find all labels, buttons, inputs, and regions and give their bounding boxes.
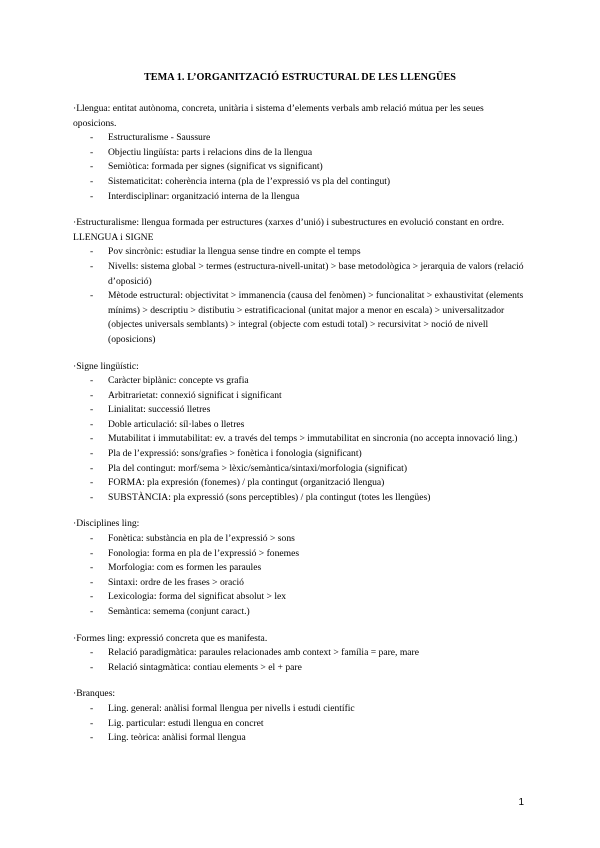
bullet-list xyxy=(73,245,528,347)
section-formes xyxy=(73,632,528,676)
list-item: - Caràcter biplànic: concepte vs grafia xyxy=(73,374,528,389)
section-heading: ·Branques: xyxy=(73,688,116,700)
list-item: - Pla del contingut: morf/sema > lèxic/semàntica/sintaxi/morfologia (significat) xyxy=(73,462,528,477)
section-heading: ·Signe lingüístic: xyxy=(73,360,139,372)
bullet-list xyxy=(73,702,528,746)
list-item: - Doble articulació: síl·labes o lletres xyxy=(73,418,528,433)
list-item: - Interdisciplinar: organització interna de la llengua xyxy=(73,190,528,205)
list-item: - Relació paradigmàtica: paraules relacionades amb context > família = pare, mare xyxy=(73,646,528,661)
section-signe-linguistic xyxy=(73,360,528,506)
bullet-list xyxy=(73,374,528,505)
list-item: - Ling. general: anàlisi formal llengua per nivells i estudi científic xyxy=(73,702,528,717)
list-item: - Estructuralisme - Saussure xyxy=(73,131,528,146)
section-heading: ·Formes ling: expressió concreta que es manifesta. xyxy=(73,632,268,644)
list-item: - Semiòtica: formada per signes (significat vs significant) xyxy=(73,160,528,175)
list-item: - Mutabilitat i immutabilitat: ev. a través del temps > immutabilitat en sincronia (no accepta innovació ling.) xyxy=(73,432,528,447)
bullet-list xyxy=(73,532,528,620)
page-number: 1 xyxy=(518,797,524,808)
section-llengua xyxy=(73,102,528,204)
list-item: - Objectiu lingüísta: parts i relacions dins de la llengua xyxy=(73,146,528,161)
list-item: - Relació sintagmàtica: contiau elements > el + pare xyxy=(73,661,528,676)
list-item: - Mètode estructural: objectivitat > immanencia (causa del fenòmen) > funcionalitat > exhaustivitat (elements mínims) > descriptiu > distibutiu > estratificacional (unitat major a menor en escala) > universalitzador (objectes universals semblants) > integral (objecte com estudi total) > recursivitat > noció de nivell (oposicions) xyxy=(73,289,528,347)
document-body xyxy=(73,102,528,758)
page-title: TEMA 1. L’ORGANITZACIÓ ESTRUCTURAL DE LES LLENGÜES xyxy=(143,72,457,83)
list-item: - Pla de l’expressió: sons/grafies > fonètica i fonologia (significant) xyxy=(73,447,528,462)
list-item: - Morfologia: com es formen les paraules xyxy=(73,561,528,576)
section-heading: ·Llengua: entitat autònoma, concreta, unitària i sistema d’elements verbals amb relació mútua per les seues oposicions. xyxy=(73,103,484,129)
list-item: - Fonètica: substància en pla de l’expressió > sons xyxy=(73,532,528,547)
bullet-list xyxy=(73,646,528,675)
list-item: - Pov sincrònic: estudiar la llengua sense tindre en compte el temps xyxy=(73,245,528,260)
list-item: - Ling. teòrica: anàlisi formal llengua xyxy=(73,731,528,746)
list-item: - Semàntica: semema (conjunt caract.) xyxy=(73,605,528,620)
list-item: - Sintaxi: ordre de les frases > oració xyxy=(73,576,528,591)
section-disciplines xyxy=(73,517,528,619)
section-heading: ·Disciplines ling: xyxy=(73,518,140,530)
list-item: - FORMA: pla expresión (fonemes) / pla contingut (organització llengua) xyxy=(73,476,528,491)
section-estructuralisme xyxy=(73,216,528,347)
list-item: - Fonologia: forma en pla de l’expressió > fonemes xyxy=(73,547,528,562)
list-item: - Nivells: sistema global > termes (estructura-nivell-unitat) > base metodològica > jerarquia de valors (relació d’oposició) xyxy=(73,260,528,289)
list-item: - SUBSTÀNCIA: pla expressió (sons perceptibles) / pla contingut (totes les llengües) xyxy=(73,491,528,506)
list-item: - Lig. particular: estudi llengua en concret xyxy=(73,717,528,732)
list-item: - Arbitrarietat: connexió significat i significant xyxy=(73,389,528,404)
list-item: - Lexicologia: forma del significat absolut > lex xyxy=(73,590,528,605)
section-heading: ·Estructuralisme: llengua formada per estructures (xarxes d’unió) i subestructures en evolució constant en ordre. LLENGUA i SIGNE xyxy=(73,217,505,243)
list-item: - Linialitat: successió lletres xyxy=(73,403,528,418)
bullet-list xyxy=(73,131,528,204)
list-item: - Sistematicitat: coherència interna (pla de l’expressió vs pla del contingut) xyxy=(73,175,528,190)
section-branques xyxy=(73,687,528,745)
